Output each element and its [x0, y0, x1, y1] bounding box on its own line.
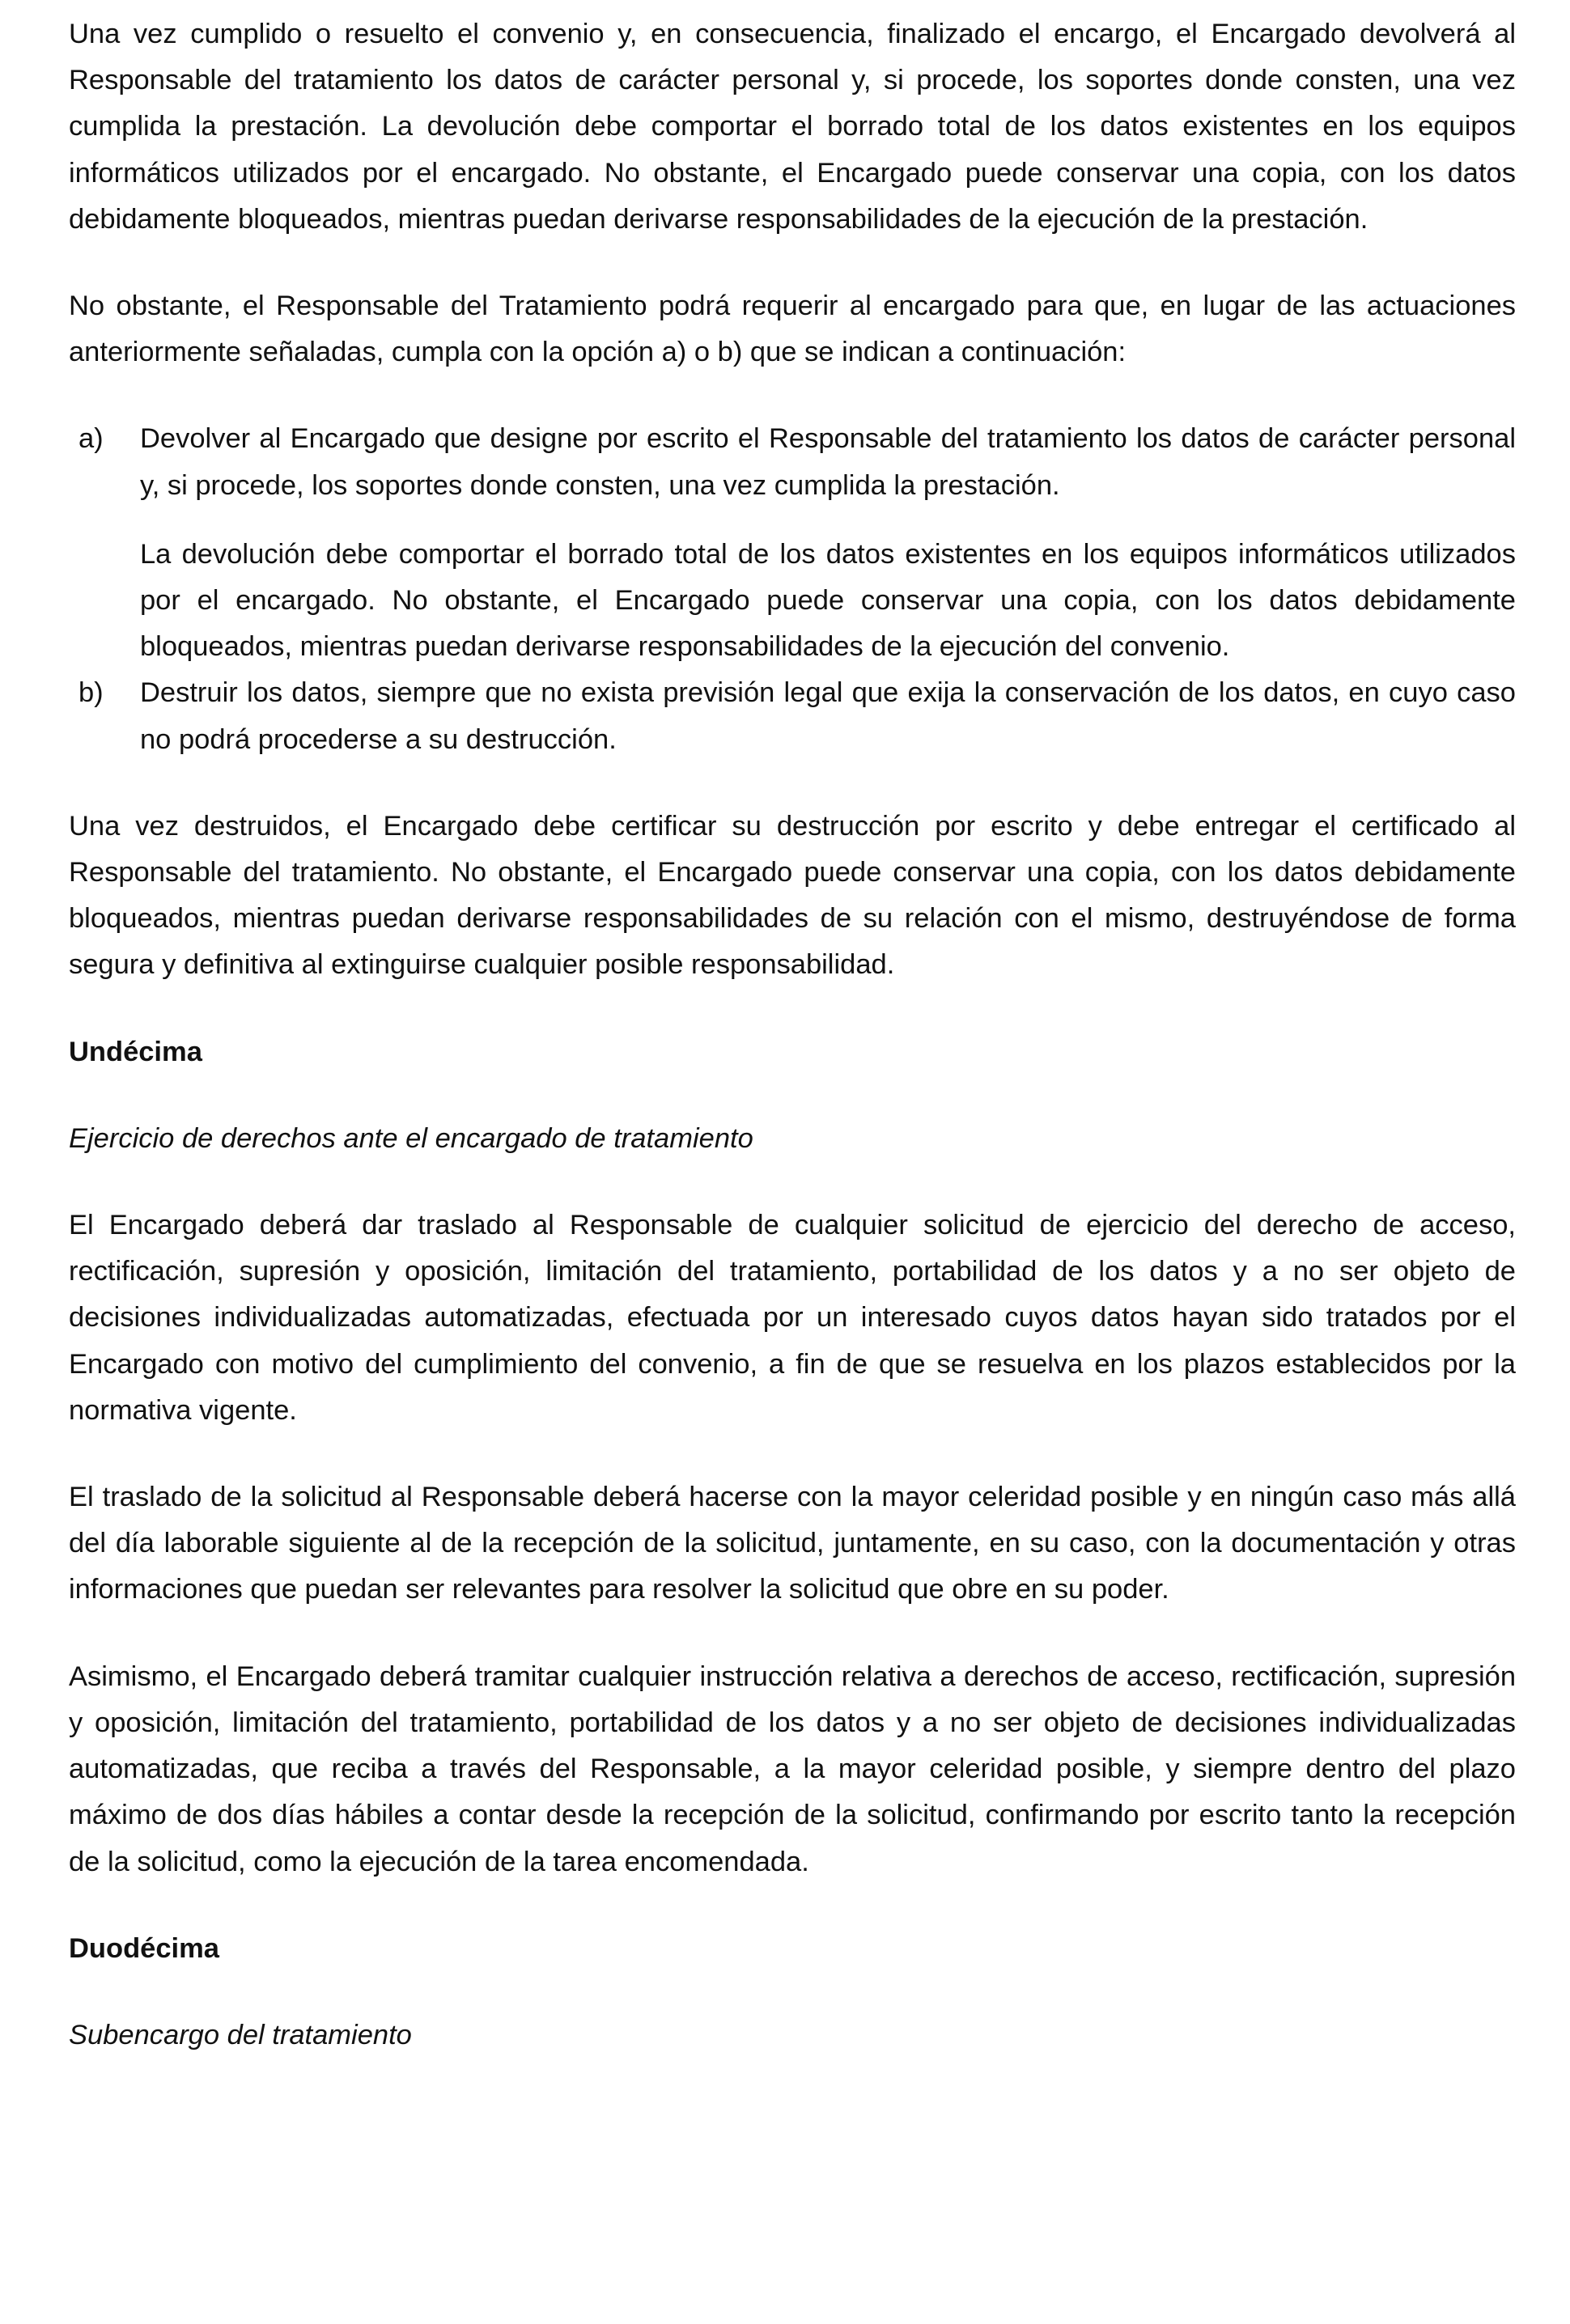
- list-item-text: Destruir los datos, siempre que no exista previsión legal que exija la conservación de los datos, en cuyo caso no podrá procederse a su destrucción.: [140, 677, 1516, 755]
- list-item-text-continued: La devolución debe comportar el borrado total de los datos existentes en los equipos informáticos utilizados por el encargado. No obstante, el Encargado puede conservar una copia, con los datos debidamente bloqueados, mientras puedan derivarse responsabilidades de la ejecución del convenio.: [140, 538, 1516, 663]
- section-subheading-duodecima: Subencargo del tratamiento: [69, 2019, 412, 2050]
- paragraph-rights-transfer: El Encargado deberá dar traslado al Responsable de cualquier solicitud de ejercicio del derecho de acceso, rectificación, supresión y oposición, limitación del tratamiento, portabilidad de los datos y a no ser objeto de decisiones individualizadas automatizadas, efectuada por un interesado cuyos datos hayan sido tratados por el Encargado con motivo del cumplimiento del convenio, a fin de que se resuelva en los plazos establecidos por la normativa vigente.: [69, 1210, 1516, 1426]
- section-heading-undecima: Undécima: [69, 1036, 202, 1067]
- paragraph-destruction-certificate: Una vez destruidos, el Encargado debe certificar su destrucción por escrito y debe entregar el certificado al Responsable del tratamiento. No obstante, el Encargado puede conservar una copia, con los datos debidamente bloqueados, mientras puedan derivarse responsabilidades de su relación con el mismo, destruyéndose de forma segura y definitiva al extinguirse cualquier posible responsabilidad.: [69, 810, 1516, 981]
- list-marker: b): [78, 677, 104, 709]
- paragraph-return-data: Una vez cumplido o resuelto el convenio y, en consecuencia, finalizado el encargo, el Encargado devolverá al Responsable del tratamiento los datos de carácter personal y, si procede, los soportes donde consten, una vez cumplida la prestación. La devolución debe comportar el borrado total de los datos existentes en los equipos informáticos utilizados por el encargado. No obstante, el Encargado puede conservar una copia, con los datos debidamente bloqueados, mientras puedan derivarse responsabilidades de la ejecución de la prestación.: [69, 19, 1516, 235]
- list-item-a: [69, 416, 1516, 670]
- paragraph-options-intro: No obstante, el Responsable del Tratamiento podrá requerir al encargado para que, en lugar de las actuaciones anteriormente señaladas, cumpla con la opción a) o b) que se indican a continuación:: [69, 290, 1516, 368]
- paragraph-transfer-timing: El traslado de la solicitud al Responsable deberá hacerse con la mayor celeridad posible y en ningún caso más allá del día laborable siguiente al de la recepción de la solicitud, juntamente, en su caso, con la documentación y otras informaciones que puedan ser relevantes para resolver la solicitud que obre en su poder.: [69, 1482, 1516, 1605]
- list-marker: a): [78, 423, 104, 455]
- list-item-text: Devolver al Encargado que designe por escrito el Responsable del tratamiento los datos de carácter personal y, si procede, los soportes donde consten, una vez cumplida la prestación.: [140, 423, 1516, 501]
- paragraph-instructions-processing: Asimismo, el Encargado deberá tramitar cualquier instrucción relativa a derechos de acceso, rectificación, supresión y oposición, limitación del tratamiento, portabilidad de los datos y a no ser objeto de decisiones individualizadas automatizadas, que reciba a través del Responsable, a la mayor celeridad posible, y siempre dentro del plazo máximo de dos días hábiles a contar desde la recepción de la solicitud, confirmando por escrito tanto la recepción de la solicitud, como la ejecución de la tarea encomendada.: [69, 1660, 1516, 1877]
- section-heading-duodecima: Duodécima: [69, 1932, 219, 1964]
- section-subheading-undecima: Ejercicio de derechos ante el encargado de tratamiento: [69, 1122, 753, 1154]
- list-item-b: [69, 670, 1516, 762]
- options-list: [69, 416, 1516, 762]
